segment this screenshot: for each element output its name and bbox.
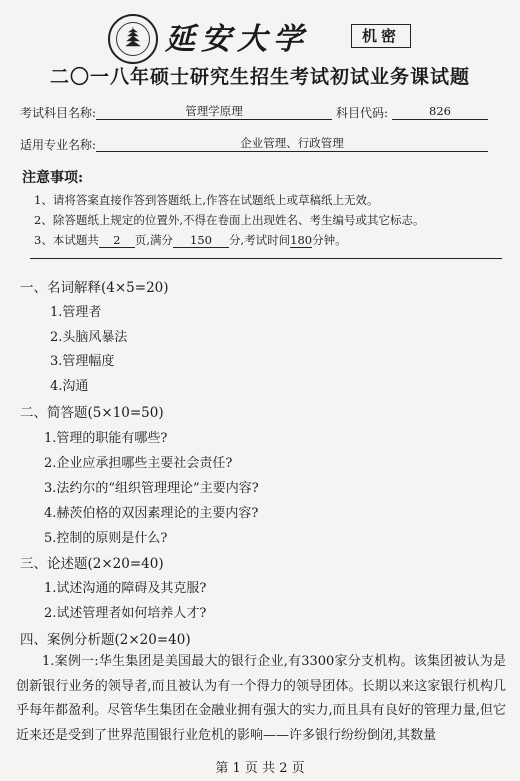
- total-score: 150: [173, 233, 229, 248]
- question: 3.管理幅度: [50, 354, 115, 369]
- question: 1.管理的职能有哪些?: [44, 431, 168, 446]
- notice-item-1: 1、请将答案直接作答到答题纸上,作答在试题纸上或草稿纸上无效。: [34, 193, 379, 207]
- university-name: 延安大学: [165, 22, 309, 57]
- exam-title: 二〇一八年硕士研究生招生考试初试业务课试题: [49, 66, 470, 88]
- question: 1.管理者: [50, 305, 102, 320]
- major-value: 企业管理、行政管理: [96, 136, 488, 152]
- code-value: 826: [392, 104, 488, 120]
- divider: [30, 258, 502, 259]
- major-label: 适用专业名称:: [20, 138, 97, 152]
- notice-item-3-text: 3、本试题共: [34, 233, 99, 247]
- notice-item-3-text: 页,满分: [134, 233, 173, 247]
- pagoda-icon: [122, 26, 144, 48]
- exam-minutes: 180: [290, 233, 313, 247]
- code-label: 科目代码:: [336, 106, 389, 120]
- page-count: 2: [99, 233, 135, 248]
- question: 4.沟通: [50, 379, 89, 394]
- university-logo: [108, 14, 158, 64]
- notice-item-3-text: 分,考试时间: [228, 233, 291, 247]
- question: 2.企业应承担哪些主要社会责任?: [44, 456, 233, 471]
- question: 5.控制的原则是什么?: [44, 531, 168, 546]
- question: 4.赫茨伯格的双因素理论的主要内容?: [44, 506, 259, 521]
- section-heading: 三、论述题(2×20=40): [20, 556, 164, 572]
- notice-item-3: [34, 232, 347, 248]
- notice-item-3-text: 分钟。: [312, 233, 347, 247]
- question: 2.头脑风暴法: [50, 330, 128, 345]
- notice-item-2: 2、除答题纸上规定的位置外,不得在卷面上出现姓名、考生编号或其它标志。: [34, 213, 425, 227]
- subject-value: 管理学原理: [96, 104, 332, 120]
- notice-title: 注意事项:: [22, 170, 84, 186]
- confidential-stamp: 机密: [351, 24, 411, 48]
- case-paragraph: 1.案例一:华生集团是美国最大的银行企业,有3300家分支机构。该集团被认为是创新银行业务的领导者,而且被认为有一个得力的领导团体。长期以来这家银行机构几乎每年都盈利。尽管华生集团在金融业拥有强大的实力,而且具有良好的管理力量,但它近来还是受到了世界范围银行业危机的影响——许多银行纷纷倒闭,其数量: [16, 654, 506, 743]
- section-heading: 四、案例分析题(2×20=40): [20, 632, 191, 648]
- section-heading: 一、名词解释(4×5=20): [20, 280, 169, 296]
- question: 2.试述管理者如何培养人才?: [44, 606, 207, 621]
- section-heading: 二、简答题(5×10=50): [20, 405, 164, 421]
- subject-label: 考试科目名称:: [20, 106, 97, 120]
- question: 3.法约尔的“组织管理理论”主要内容?: [44, 481, 259, 496]
- page-footer: 第 1 页 共 2 页: [215, 761, 305, 776]
- question: 1.试述沟通的障碍及其克服?: [44, 581, 207, 596]
